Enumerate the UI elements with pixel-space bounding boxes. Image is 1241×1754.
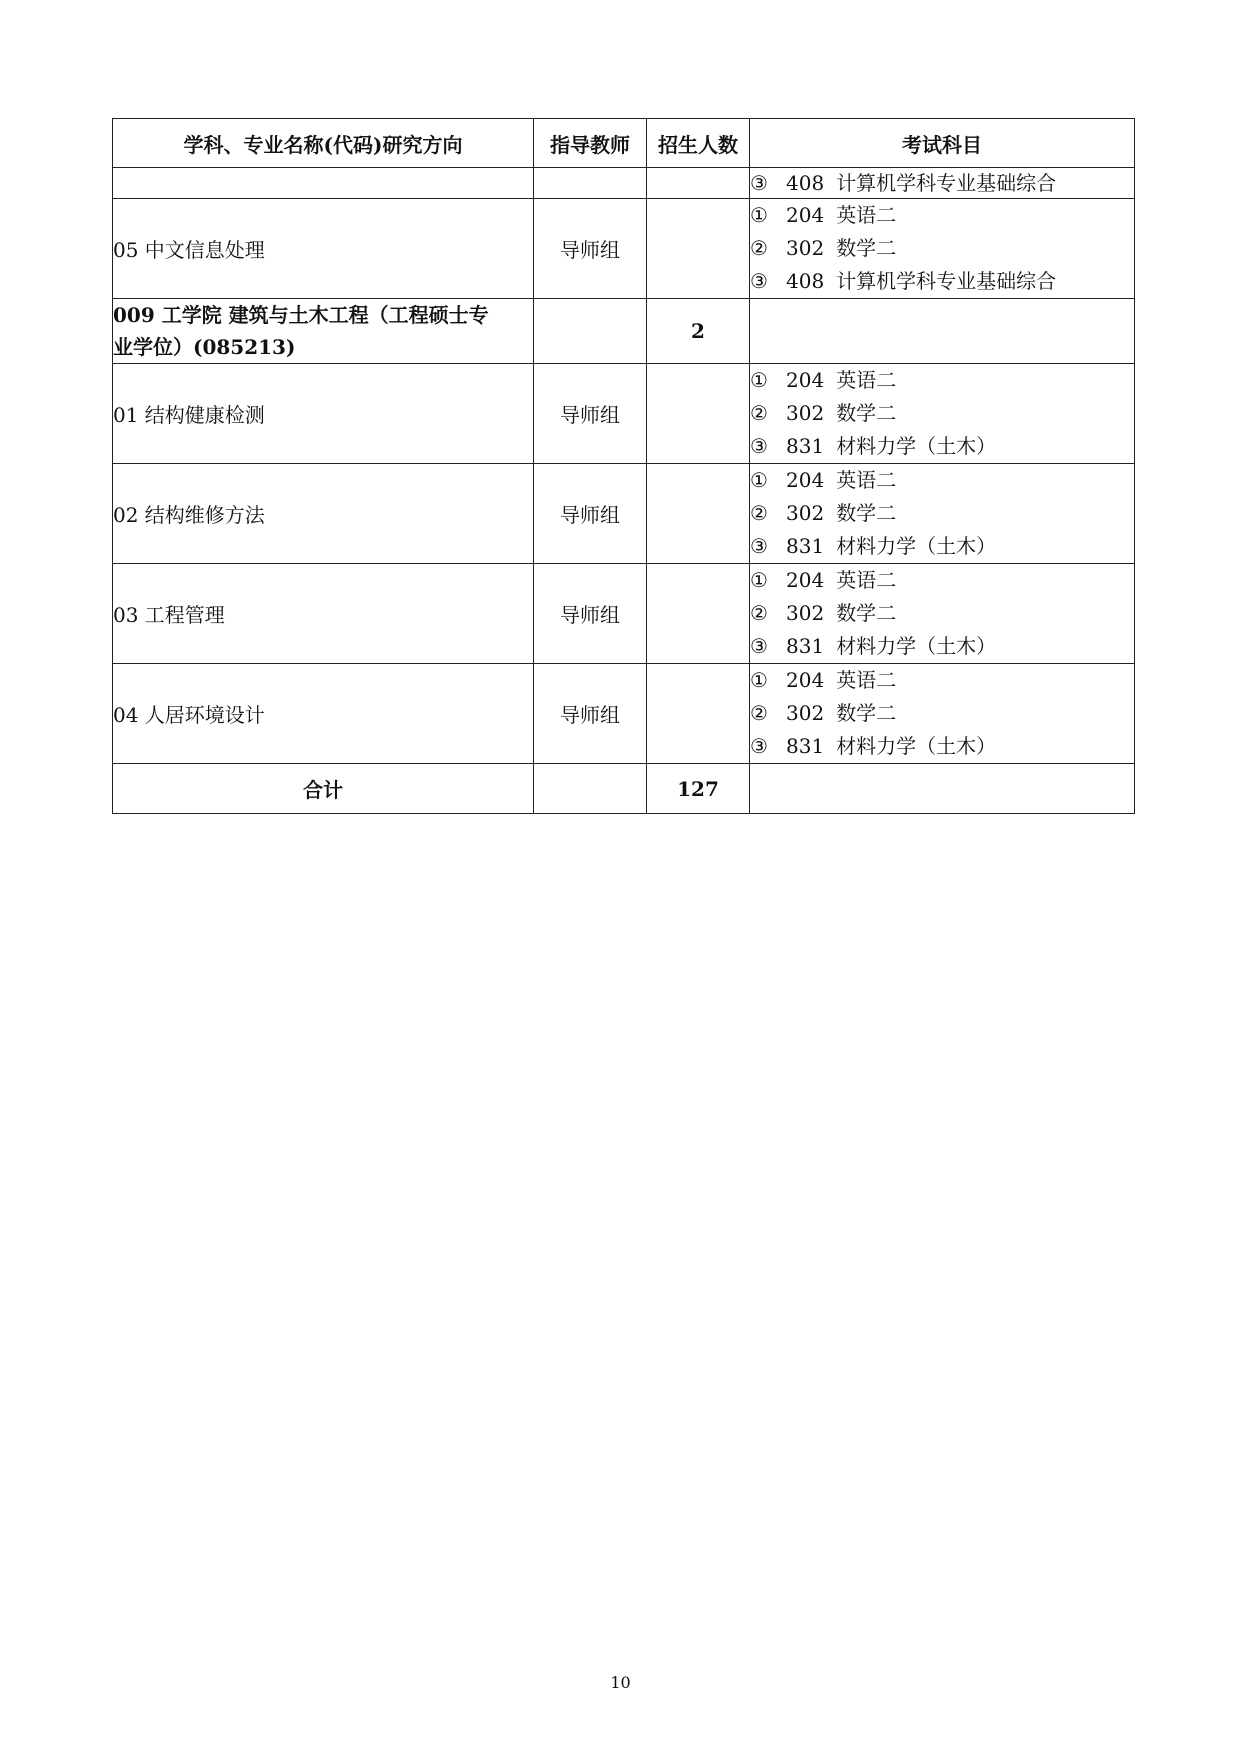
table-row [113, 564, 1135, 664]
enrollment-count-cell [647, 199, 750, 299]
exam-line [750, 364, 1134, 397]
exam-code: 204 [786, 668, 825, 692]
exam-line [750, 564, 1134, 597]
exam-code: 408 [786, 269, 825, 293]
header-advisor: 指导教师 [534, 119, 647, 168]
exam-subject: 材料力学（土木） [836, 634, 997, 658]
major-name-line: 业学位）(085213) [113, 335, 296, 359]
exam-code: 302 [786, 601, 825, 625]
advisor-cell: 导师组 [534, 464, 647, 564]
exam-line [750, 397, 1134, 430]
exam-line [750, 697, 1134, 730]
research-direction-cell: 03 工程管理 [113, 564, 534, 664]
exam-line [750, 597, 1134, 630]
research-direction-cell: 05 中文信息处理 [113, 199, 534, 299]
exam-line [750, 530, 1134, 563]
header-exam-subjects: 考试科目 [750, 119, 1135, 168]
exam-code: 302 [786, 501, 825, 525]
header-major-name: 学科、专业名称(代码)研究方向 [113, 119, 534, 168]
exam-line [750, 630, 1134, 663]
enrollment-count-cell [647, 464, 750, 564]
enrollment-count-cell [647, 664, 750, 764]
exam-subjects-cell [750, 764, 1135, 814]
exam-subjects-cell [750, 299, 1135, 364]
exam-subject: 数学二 [836, 601, 897, 625]
exam-subject: 数学二 [836, 236, 897, 260]
exam-code: 204 [786, 468, 825, 492]
major-name-line: 009 工学院 建筑与土木工程（工程硕士专 [113, 303, 489, 327]
exam-number-marker: ③ [750, 734, 768, 758]
exam-line [750, 199, 1134, 232]
exam-number-marker: ② [750, 701, 768, 725]
total-label: 合计 [113, 764, 534, 814]
exam-number-marker: ① [750, 568, 768, 592]
table-row [113, 299, 1135, 364]
exam-subject: 材料力学（土木） [836, 434, 997, 458]
exam-number-marker: ③ [750, 534, 768, 558]
total-row [113, 764, 1135, 814]
exam-line [750, 168, 1134, 198]
exam-number-marker: ① [750, 203, 768, 227]
exam-number-marker: ② [750, 501, 768, 525]
table-row [113, 364, 1135, 464]
exam-subject: 英语二 [836, 468, 897, 492]
exam-number-marker: ② [750, 401, 768, 425]
exam-code: 831 [786, 634, 825, 658]
advisor-cell: 导师组 [534, 664, 647, 764]
exam-subject: 计算机学科专业基础综合 [836, 171, 1057, 195]
advisor-cell: 导师组 [534, 364, 647, 464]
exam-line [750, 664, 1134, 697]
enrollment-count-cell: 2 [647, 299, 750, 364]
advisor-cell [534, 168, 647, 199]
exam-number-marker: ③ [750, 171, 768, 195]
exam-number-marker: ① [750, 668, 768, 692]
table-row [113, 664, 1135, 764]
exam-subject: 英语二 [836, 668, 897, 692]
exam-line [750, 464, 1134, 497]
exam-code: 302 [786, 701, 825, 725]
exam-code: 204 [786, 368, 825, 392]
exam-code: 831 [786, 734, 825, 758]
table-header-row [113, 119, 1135, 168]
exam-subject: 数学二 [836, 401, 897, 425]
exam-code: 408 [786, 171, 825, 195]
exam-subjects-cell [750, 564, 1135, 664]
research-direction-cell: 02 结构维修方法 [113, 464, 534, 564]
exam-subject: 英语二 [836, 368, 897, 392]
advisor-cell: 导师组 [534, 199, 647, 299]
advisor-cell: 导师组 [534, 564, 647, 664]
exam-subject: 材料力学（土木） [836, 534, 997, 558]
exam-subject: 材料力学（土木） [836, 734, 997, 758]
enrollment-table [112, 118, 1135, 814]
header-enrollment-count: 招生人数 [647, 119, 750, 168]
exam-number-marker: ③ [750, 634, 768, 658]
exam-code: 831 [786, 534, 825, 558]
table-row [113, 464, 1135, 564]
exam-number-marker: ③ [750, 434, 768, 458]
major-name-cell [113, 299, 534, 364]
exam-code: 831 [786, 434, 825, 458]
exam-number-marker: ② [750, 601, 768, 625]
major-name-cell [113, 168, 534, 199]
exam-number-marker: ① [750, 468, 768, 492]
page-number: 10 [610, 1673, 631, 1692]
exam-subject: 数学二 [836, 501, 897, 525]
exam-subject: 数学二 [836, 701, 897, 725]
exam-code: 204 [786, 568, 825, 592]
enrollment-count-cell [647, 168, 750, 199]
research-direction-cell: 04 人居环境设计 [113, 664, 534, 764]
total-enrollment-count: 127 [647, 764, 750, 814]
enrollment-count-cell [647, 364, 750, 464]
exam-line [750, 430, 1134, 463]
exam-line [750, 265, 1134, 298]
exam-subjects-cell [750, 664, 1135, 764]
exam-code: 302 [786, 401, 825, 425]
advisor-cell [534, 299, 647, 364]
exam-line [750, 232, 1134, 265]
exam-subjects-cell [750, 364, 1135, 464]
exam-number-marker: ③ [750, 269, 768, 293]
exam-line [750, 730, 1134, 763]
exam-code: 204 [786, 203, 825, 227]
exam-subject: 英语二 [836, 568, 897, 592]
exam-subject: 计算机学科专业基础综合 [836, 269, 1057, 293]
exam-number-marker: ① [750, 368, 768, 392]
research-direction-cell: 01 结构健康检测 [113, 364, 534, 464]
table-row [113, 199, 1135, 299]
exam-subject: 英语二 [836, 203, 897, 227]
exam-code: 302 [786, 236, 825, 260]
exam-line [750, 497, 1134, 530]
exam-subjects-cell [750, 199, 1135, 299]
enrollment-count-cell [647, 564, 750, 664]
exam-subjects-cell [750, 464, 1135, 564]
exam-subjects-cell [750, 168, 1135, 199]
table-row [113, 168, 1135, 199]
exam-number-marker: ② [750, 236, 768, 260]
advisor-cell [534, 764, 647, 814]
